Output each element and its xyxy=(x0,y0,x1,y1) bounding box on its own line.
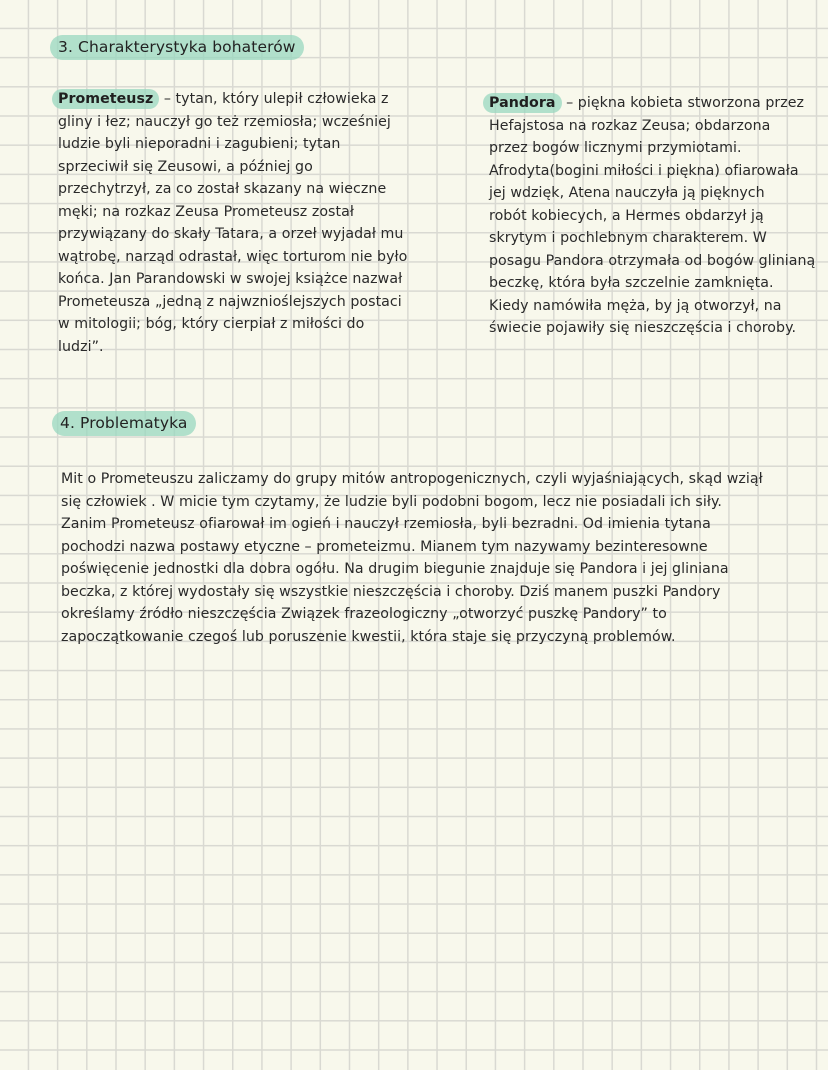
text-line: sprzeciwił się Zeusowi, a później go xyxy=(58,158,313,175)
text-line: określamy źródło nieszczęścia Związek frazeologiczny „otworzyć puszkę Pandory” to xyxy=(61,606,667,622)
text-line: gliny i łez; nauczył go też rzemiosła; wcześniej xyxy=(58,113,391,130)
text-line: Prometeusza „jedną z najwznioślejszych postaci xyxy=(58,293,402,310)
text-line: skrytym i pochlebnym charakterem. W xyxy=(489,230,767,246)
text-line: przechytrzył, za co został skazany na wieczne xyxy=(58,181,387,197)
text-line: się człowiek . W micie tym czytamy, że ludzie byli podobni bogom, lecz nie posiadali ich siły. xyxy=(61,493,722,510)
text-line: przez bogów licznymi przymiotami. xyxy=(489,140,742,156)
text-line: beczka, z której wydostały się wszystkie nieszczęścia i choroby. Dziś manem puszki Pandory xyxy=(61,583,721,600)
text-line: jej wdzięk, Atena nauczyła ją pięknych xyxy=(489,185,765,201)
text-line: pochodzi nazwa postawy etyczne – prometeizmu. Mianem tym nazywamy bezinteresowne xyxy=(61,538,708,555)
text-line: posagu Pandora otrzymała od bogów glinianą xyxy=(489,252,816,269)
problematyka-paragraph xyxy=(61,468,801,648)
pandora-name-highlight: Pandora xyxy=(483,93,562,113)
text-line: świecie pojawiły się nieszczęścia i choroby. xyxy=(489,320,797,336)
pandora-description xyxy=(489,92,819,340)
text-line: końca. Jan Parandowski w swojej książce nazwał xyxy=(58,271,403,287)
text-line: Kiedy namówiła męża, by ją otworzył, na xyxy=(489,297,782,314)
text-line: przywiązany do skały Tatara, a orzeł wyjadał mu xyxy=(58,226,404,242)
text-line: w mitologii; bóg, który cierpiał z miłości do xyxy=(58,316,365,332)
prometeusz-description xyxy=(58,88,418,358)
text-line: ludzie byli nieporadni i zagubieni; tytan xyxy=(58,136,341,152)
section-heading-characters: 3. Charakterystyka bohaterów xyxy=(50,35,304,60)
text-line: Mit o Prometeuszu zaliczamy do grupy mitów antropogenicznych, czyli wyjaśniających, skąd wziął xyxy=(61,471,763,487)
text-line: poświęcenie jednostki dla dobra ogółu. Na drugim biegunie znajduje się Pandora i jej gliniana xyxy=(61,561,729,577)
text-line: męki; na rozkaz Zeusa Prometeusz został xyxy=(58,203,354,220)
text-line: Prometeusz – tytan, który ulepił człowieka z xyxy=(58,88,418,111)
text-line: zapoczątkowanie czegoś lub poruszenie kwestii, która staje się przyczyną problemów. xyxy=(61,628,676,645)
prometeusz-name-highlight: Prometeusz xyxy=(52,89,159,109)
text-line: Zanim Prometeusz ofiarował im ogień i nauczył rzemiosła, byli bezradni. Od imienia tytana xyxy=(61,516,711,532)
section-heading-problematyka: 4. Problematyka xyxy=(52,411,196,436)
text-line: Afrodyta(bogini miłości i piękna) ofiarowała xyxy=(489,162,799,179)
text-line: robót kobiecych, a Hermes obdarzył ją xyxy=(489,207,764,224)
text-line: Hefajstosa na rozkaz Zeusa; obdarzona xyxy=(489,117,771,134)
text-line: Pandora – piękna kobieta stworzona przez xyxy=(489,92,819,115)
text-line: wątrobę, narząd odrastał, więc torturom nie było xyxy=(58,248,408,265)
text-line: ludzi”. xyxy=(58,338,104,355)
text-line: beczkę, która była szczelnie zamknięta. xyxy=(489,275,774,291)
